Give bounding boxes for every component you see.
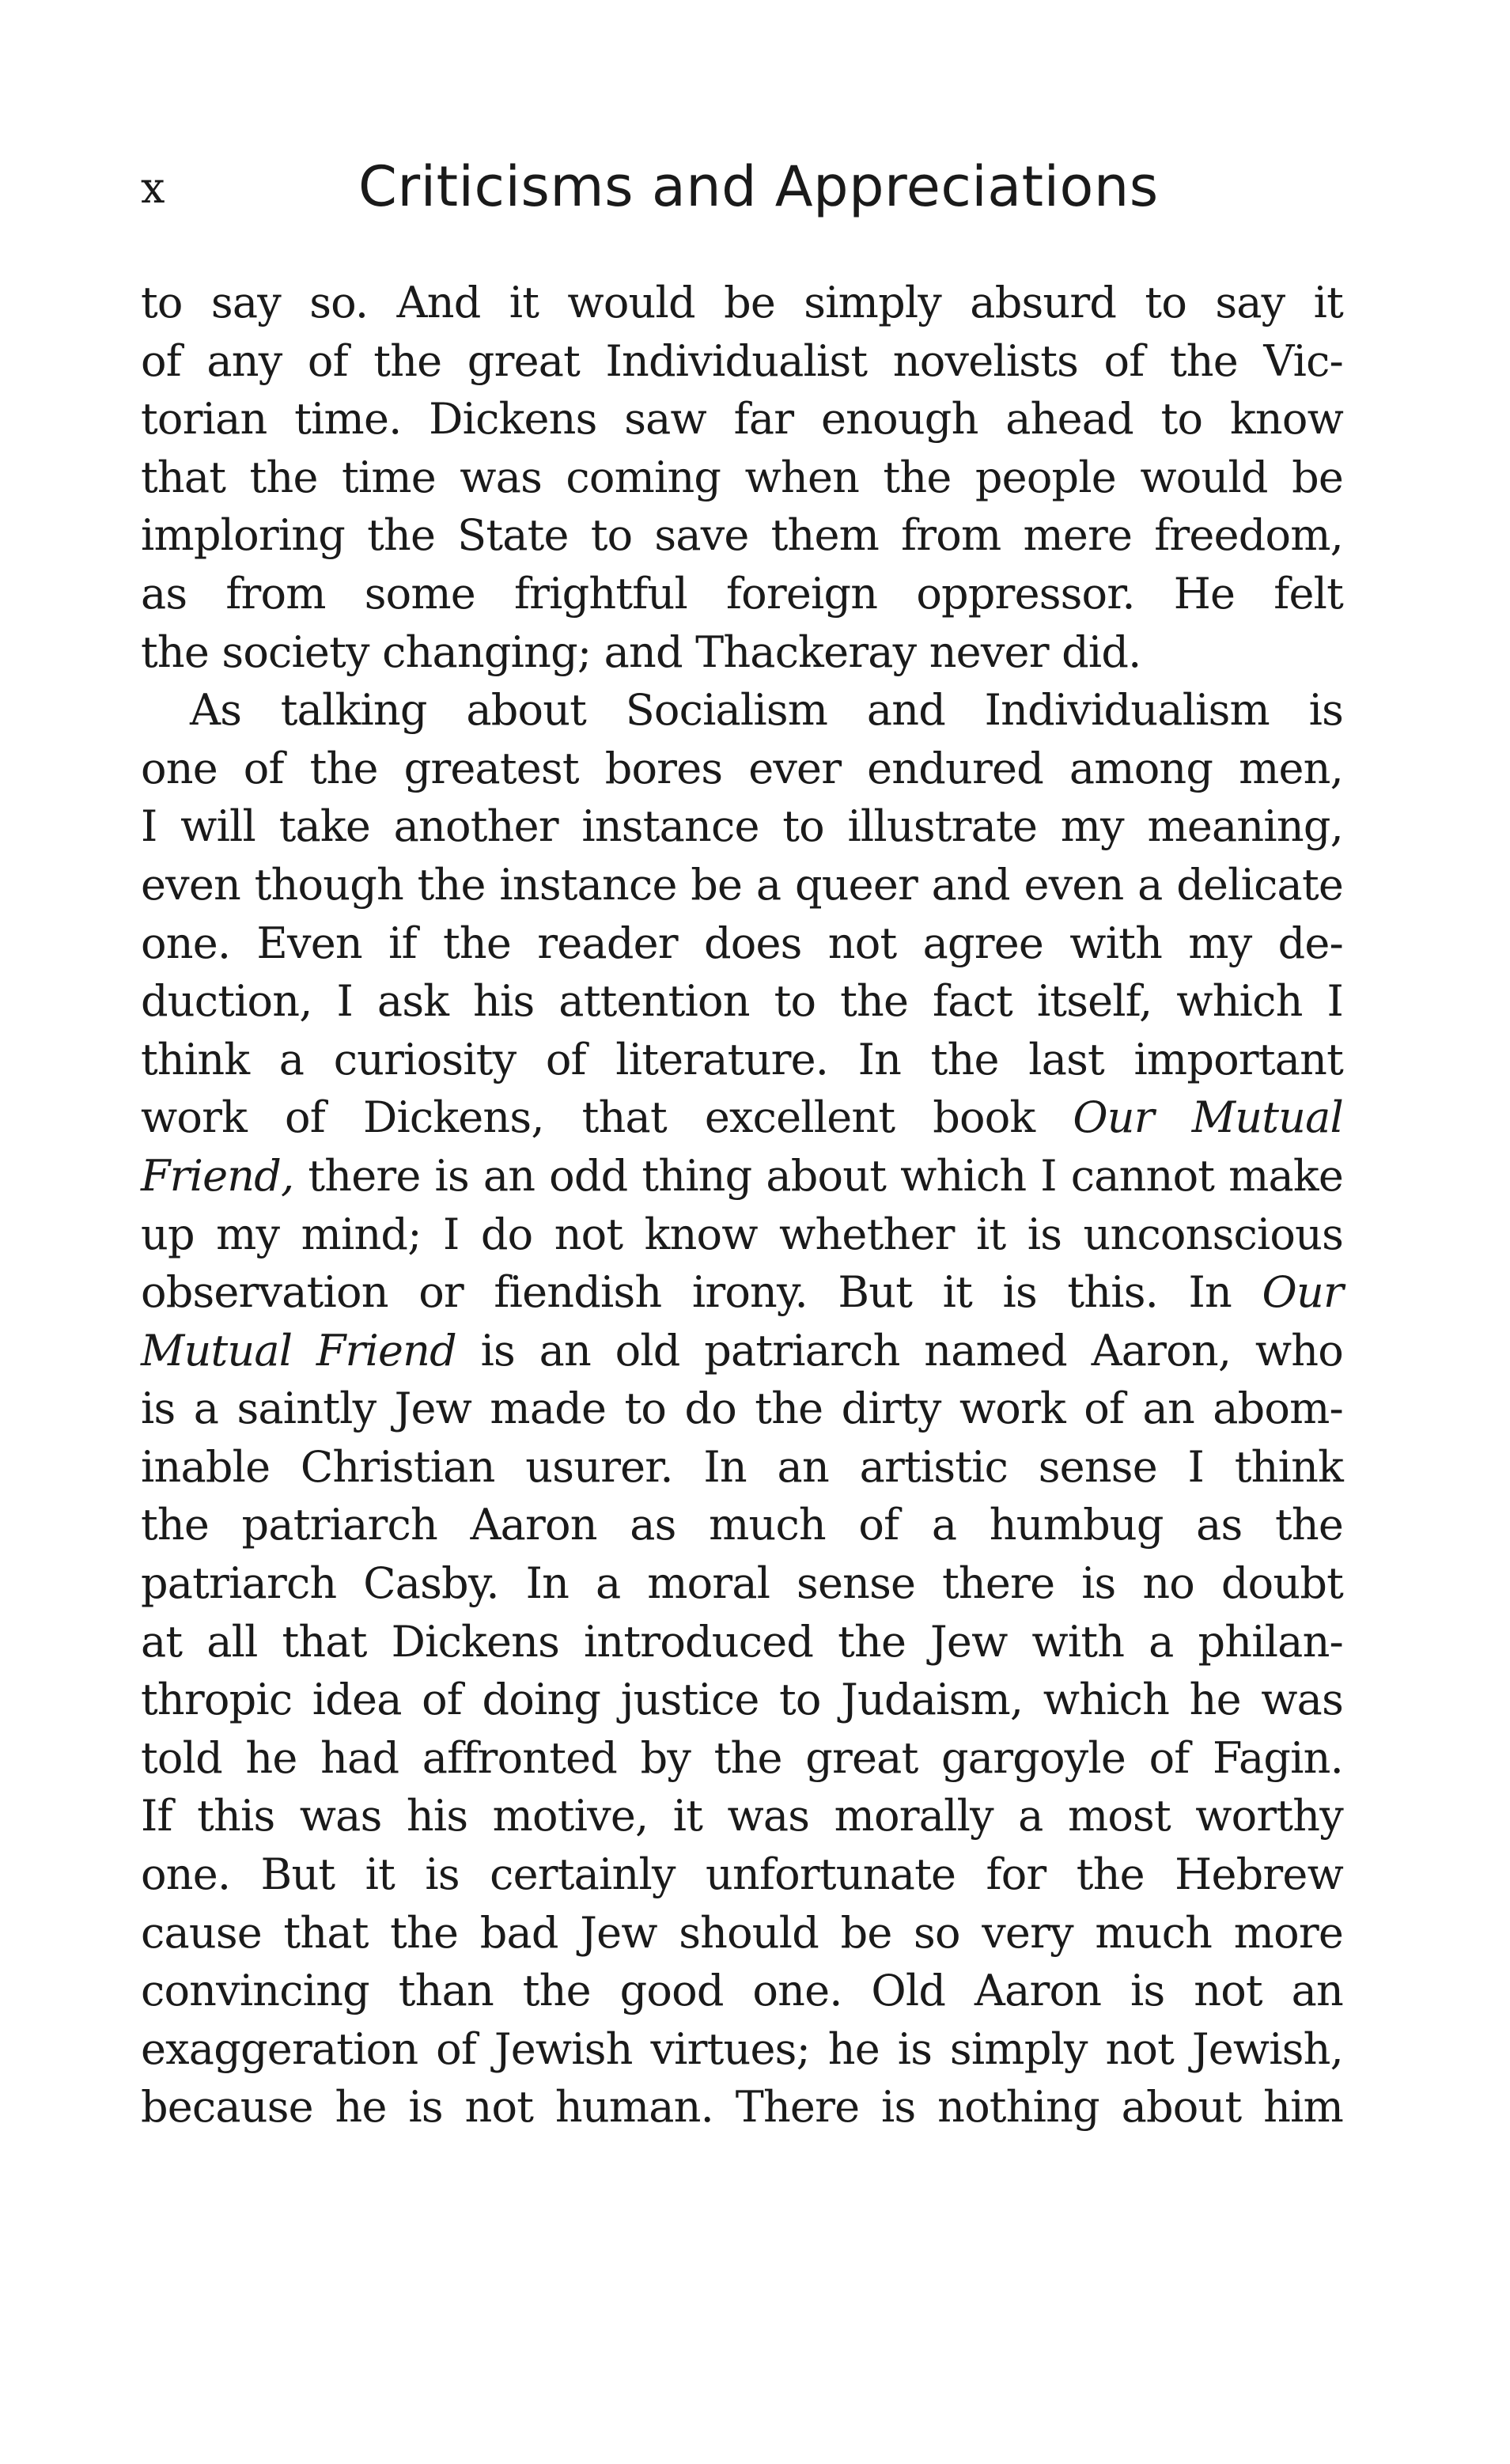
text-line: is a saintly Jew made to do the dirty work of an abom- [141,1383,1343,1434]
text-line: patriarch Casby. In a moral sense there is no doubt [141,1558,1343,1609]
text-line: exaggeration of Jewish virtues; he is simply not Jewish, [141,2023,1343,2074]
text-line: even though the instance be a queer and even a delicate [141,859,1343,910]
text-line: convincing than the good one. Old Aaron is not an [141,1966,1343,2016]
text-line: observation or fiendish irony. But it is this. In Our [141,1267,1343,1318]
text-line: one. But it is certainly unfortunate for the Hebrew [141,1849,1343,1900]
text-line: Mutual Friend is an old patriarch named Aaron, who [141,1325,1343,1376]
text-line: inable Christian usurer. In an artistic sense I think [141,1441,1343,1492]
paragraph-start-line: As talking about Socialism and Individualism is [190,685,1343,736]
text-line: that the time was coming when the people would be [141,452,1343,502]
text-line: one. Even if the reader does not agree with my de- [141,918,1343,968]
text-line: imploring the State to save them from mere freedom, [141,510,1343,561]
text-line: at all that Dickens introduced the Jew with a philan- [141,1616,1343,1667]
text-line: think a curiosity of literature. In the last important [141,1034,1343,1084]
book-title-italic: Mutual Friend [141,1325,456,1376]
text-line: the patriarch Aaron as much of a humbug as the [141,1500,1343,1550]
book-title-italic: Our Mutual [1073,1092,1343,1143]
page-number: x [141,163,165,213]
text-line: because he is not human. There is nothing about him [141,2082,1343,2133]
text-line: as from some frightful foreign oppressor. He felt [141,568,1343,619]
text-line: torian time. Dickens saw far enough ahead to know [141,394,1343,445]
running-title: Criticisms and Appreciations [358,154,1159,219]
text-line: one of the greatest bores ever endured among men, [141,743,1343,793]
text-line: told he had affronted by the great gargoyle of Fagin. [141,1732,1343,1783]
book-title-italic: Friend, [141,1150,294,1201]
text-line: duction, I ask his attention to the fact itself, which I [141,976,1343,1027]
text-line: work of Dickens, that excellent book Our Mutual [141,1092,1343,1143]
text-line: I will take another instance to illustrate my meaning, [141,801,1343,852]
paragraph-end-line: the society changing; and Thackeray never did. [141,626,1141,677]
book-title-italic: Our [1262,1267,1343,1318]
text-line: to say so. And it would be simply absurd to say it [141,278,1343,327]
text-line: cause that the bad Jew should be so very much more [141,1907,1343,1958]
text-line: If this was his motive, it was morally a most worthy [141,1791,1343,1841]
text-line: of any of the great Individualist novelists of the Vic- [141,335,1343,386]
text-line: up my mind; I do not know whether it is unconscious [141,1209,1343,1259]
text-line: Friend, there is an odd thing about which I cannot make [141,1150,1343,1201]
text-line: thropic idea of doing justice to Judaism, which he was [141,1675,1343,1725]
page-header [141,147,1343,226]
body-text [141,274,1343,2137]
